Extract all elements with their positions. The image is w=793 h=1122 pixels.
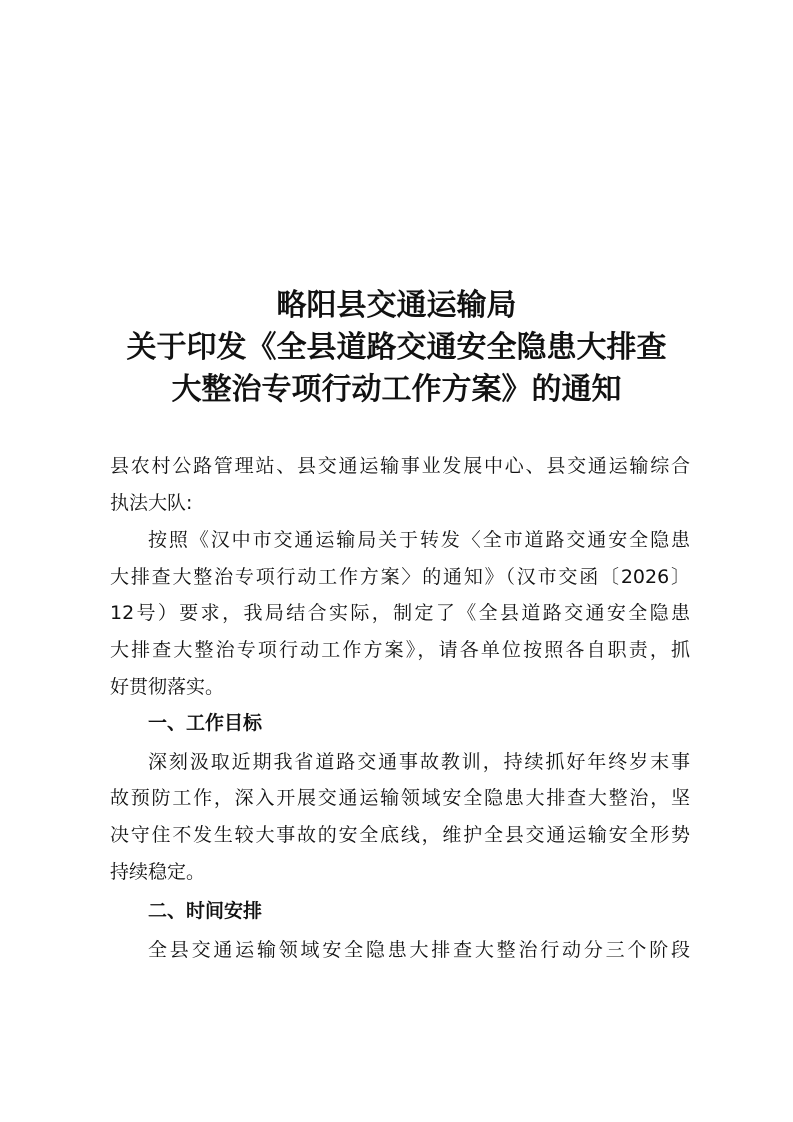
section1-line-2: 故预防工作，深入开展交通运输领域安全隐患大排查大整治，坚 bbox=[110, 787, 690, 809]
intro-line-4: 大排查大整治专项行动工作方案》，请各单位按照各自职责，抓 bbox=[110, 639, 690, 661]
intro-line-2: 大排查大整治专项行动工作方案〉的通知》（汉市交函〔2026〕 bbox=[110, 566, 690, 588]
section1-line-1: 深刻汲取近期我省道路交通事故教训，持续抓好年终岁末事 bbox=[148, 751, 690, 773]
intro-line-1: 按照《汉中市交通运输局关于转发〈全市道路交通安全隐患 bbox=[148, 529, 690, 551]
recipients-line-2: 执法大队: bbox=[110, 492, 193, 514]
document-title-line-3: 大整治专项行动工作方案》的通知 bbox=[171, 372, 622, 407]
recipients-line-1: 县农村公路管理站、县交通运输事业发展中心、县交通运输综合 bbox=[110, 455, 690, 477]
section-heading-schedule: 二、时间安排 bbox=[148, 900, 263, 922]
intro-line-3: 12号）要求，我局结合实际，制定了《全县道路交通安全隐患 bbox=[110, 602, 690, 624]
section2-line-1: 全县交通运输领域安全隐患大排查大整治行动分三个阶段 bbox=[148, 939, 690, 961]
section1-line-4: 持续稳定。 bbox=[110, 861, 206, 883]
section-heading-work-goal: 一、工作目标 bbox=[148, 712, 263, 734]
document-title-line-2: 关于印发《全县道路交通安全隐患大排查 bbox=[126, 330, 667, 365]
section1-line-3: 决守住不发生较大事故的安全底线，维护全县交通运输安全形势 bbox=[110, 824, 690, 846]
document-title-line-1: 略阳县交通运输局 bbox=[276, 288, 517, 323]
intro-line-5: 好贯彻落实。 bbox=[110, 676, 225, 698]
